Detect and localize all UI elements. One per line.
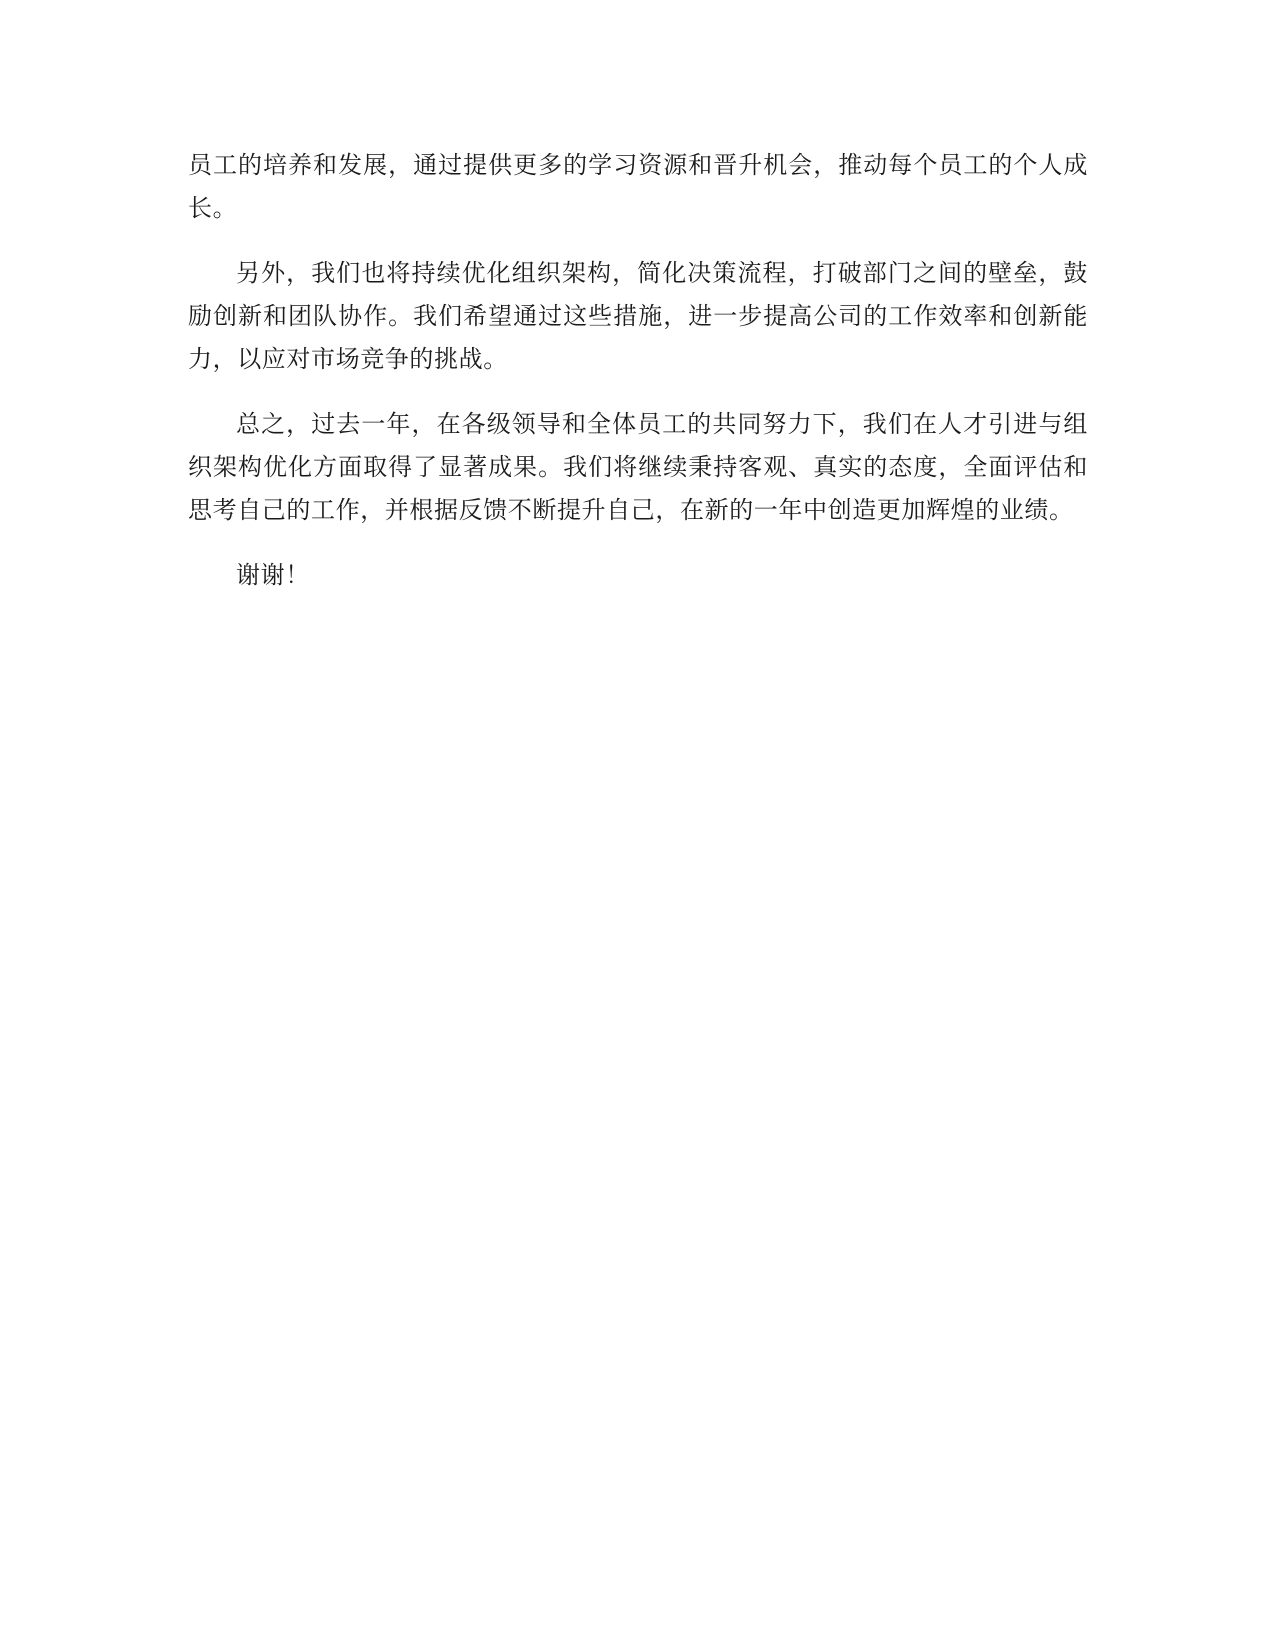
document-body (188, 144, 1088, 619)
paragraph-summary: 总之，过去一年，在各级领导和全体员工的共同努力下，我们在人才引进与组织架构优化方面取得了显著成果。我们将继续秉持客观、真实的态度，全面评估和思考自己的工作，并根据反馈不断提升自己，在新的一年中创造更加辉煌的业绩。 (188, 410, 1088, 524)
paragraph-thanks: 谢谢！ (236, 561, 310, 589)
paragraph-organization-optimization: 另外，我们也将持续优化组织架构，简化决策流程，打破部门之间的壁垒，鼓励创新和团队协作。我们希望通过这些措施，进一步提高公司的工作效率和创新能力，以应对市场竞争的挑战。 (188, 259, 1088, 373)
paragraph-continuation: 员工的培养和发展，通过提供更多的学习资源和晋升机会，推动每个员工的个人成长。 (188, 151, 1088, 222)
